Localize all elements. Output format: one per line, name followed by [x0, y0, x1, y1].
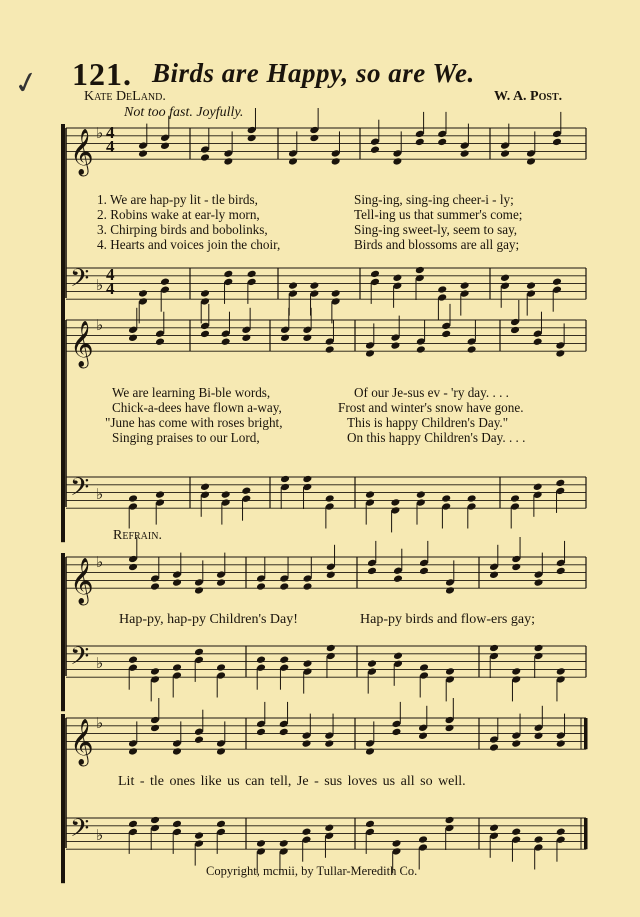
- note-head: [326, 644, 336, 653]
- note-head: [331, 289, 341, 298]
- note-head: [510, 326, 520, 335]
- note-head: [160, 277, 170, 286]
- note-head: [216, 578, 226, 587]
- note-head: [128, 563, 138, 572]
- note-head: [172, 578, 182, 587]
- note-head: [365, 820, 375, 829]
- note-head: [367, 659, 377, 668]
- note-head: [325, 494, 335, 503]
- note-head: [370, 145, 380, 154]
- note-head: [200, 483, 210, 492]
- note-head: [526, 157, 536, 166]
- note-head: [392, 839, 402, 848]
- note-head: [415, 266, 425, 275]
- verse-3-cont-left: "June has come with roses bright,: [105, 415, 283, 430]
- note-head: [221, 490, 231, 499]
- verse-1-right: Sing-ing, sing-ing cheer-i - ly;: [354, 192, 514, 207]
- note-head: [172, 663, 182, 672]
- time-signature-treble: 4 4: [106, 123, 115, 156]
- note-head: [365, 349, 375, 358]
- note-head: [534, 732, 544, 741]
- note-head: [416, 345, 426, 354]
- note-head: [511, 739, 521, 748]
- refrain-line-2: Lit - tle ones like us can tell, Je - sus loves us all so well.: [118, 774, 466, 789]
- flat-key-signature-icon: ♭: [96, 553, 104, 571]
- note-head: [279, 728, 289, 737]
- note-head: [556, 739, 566, 748]
- note-head: [441, 330, 451, 339]
- author-credit: Kate DeLand.: [84, 89, 166, 104]
- note-head: [445, 816, 455, 825]
- note-head: [155, 337, 165, 346]
- note-head: [416, 490, 426, 499]
- note-head: [303, 582, 313, 591]
- note-head: [309, 281, 319, 290]
- note-head: [556, 667, 566, 676]
- note-head: [460, 149, 470, 158]
- note-head: [279, 655, 289, 664]
- note-head: [365, 747, 375, 756]
- composer-credit: W. A. Post.: [494, 89, 563, 104]
- note-head: [533, 483, 543, 492]
- note-head: [288, 281, 298, 290]
- note-head: [302, 475, 312, 484]
- bass-clef-icon: 𝄢: [70, 814, 90, 849]
- note-head: [303, 659, 313, 668]
- note-head: [223, 157, 233, 166]
- note-head: [247, 270, 257, 279]
- note-head: [324, 824, 334, 833]
- note-head: [460, 281, 470, 290]
- note-head: [221, 337, 231, 346]
- note-head: [216, 820, 226, 829]
- flat-key-signature-icon: ♭: [96, 654, 104, 672]
- tempo-marking: Not too fast. Joyfully.: [124, 105, 244, 120]
- note-head: [160, 142, 170, 151]
- note-head: [445, 667, 455, 676]
- note-head: [128, 655, 138, 664]
- system-bracket: [61, 553, 65, 711]
- note-head: [552, 138, 562, 147]
- note-head: [150, 667, 160, 676]
- final-barline: [584, 818, 588, 849]
- note-head: [200, 289, 210, 298]
- note-head: [445, 586, 455, 595]
- bass-clef-icon: 𝄢: [70, 642, 90, 677]
- note-head: [415, 138, 425, 147]
- flat-key-signature-icon: ♭: [96, 316, 104, 334]
- note-head: [138, 149, 148, 158]
- verse-4-cont-right: On this happy Children's Day. . . .: [347, 430, 526, 445]
- note-head: [309, 134, 319, 143]
- note-head: [534, 578, 544, 587]
- note-head: [172, 747, 182, 756]
- note-head: [511, 827, 521, 836]
- note-head: [150, 816, 160, 825]
- note-head: [511, 667, 521, 676]
- note-head: [280, 475, 290, 484]
- note-head: [552, 277, 562, 286]
- note-head: [128, 334, 138, 343]
- verse-1-left: 1. We are hap-py lit - tle birds,: [97, 192, 258, 207]
- system-bracket: [61, 714, 65, 883]
- note-head: [302, 334, 312, 343]
- note-head: [467, 494, 477, 503]
- refrain-line-1-right: Hap-py birds and flow-ers gay;: [360, 612, 535, 627]
- note-head: [302, 739, 312, 748]
- verse-4-left: 4. Hearts and voices join the choir,: [97, 237, 281, 252]
- note-head: [279, 582, 289, 591]
- note-head: [441, 494, 451, 503]
- note-head: [534, 835, 544, 844]
- note-head: [216, 747, 226, 756]
- note-head: [256, 582, 266, 591]
- note-head: [393, 652, 403, 661]
- note-head: [216, 663, 226, 672]
- treble-clef-icon: 𝄞: [70, 558, 94, 605]
- note-head: [223, 270, 233, 279]
- verse-4-right: Birds and blossoms are all gay;: [354, 237, 520, 252]
- note-head: [370, 270, 380, 279]
- note-head: [526, 281, 536, 290]
- note-head: [555, 479, 565, 488]
- note-head: [392, 157, 402, 166]
- note-head: [489, 824, 499, 833]
- note-head: [326, 571, 336, 580]
- note-head: [500, 149, 510, 158]
- treble-clef-icon: 𝄞: [70, 321, 94, 368]
- note-head: [288, 157, 298, 166]
- final-barline: [584, 718, 588, 749]
- verse-4-cont-left: Singing praises to our Lord,: [112, 430, 260, 445]
- note-head: [437, 138, 447, 147]
- flat-key-signature-icon: ♭: [96, 124, 104, 142]
- hymn-title: Birds are Happy, so are We.: [152, 58, 475, 88]
- note-head: [150, 582, 160, 591]
- treble-clef-icon: 𝄞: [70, 719, 94, 766]
- note-head: [534, 644, 544, 653]
- note-head: [555, 349, 565, 358]
- note-head: [533, 337, 543, 346]
- note-head: [418, 835, 428, 844]
- note-head: [489, 743, 499, 752]
- note-head: [511, 563, 521, 572]
- time-signature-bass: 4 4: [106, 265, 115, 298]
- bass-clef-icon: 𝄢: [70, 473, 90, 508]
- note-head: [241, 486, 251, 495]
- note-head: [247, 134, 257, 143]
- note-head: [241, 334, 251, 343]
- hymn-number: 121.: [72, 56, 132, 92]
- note-head: [194, 831, 204, 840]
- flat-key-signature-icon: ♭: [96, 714, 104, 732]
- note-head: [467, 345, 477, 354]
- verse-1-cont-left: We are learning Bi-ble words,: [112, 385, 271, 400]
- pencil-check-mark: ✓: [10, 63, 43, 104]
- note-head: [194, 648, 204, 657]
- note-head: [489, 644, 499, 653]
- note-head: [445, 724, 455, 733]
- verse-3-cont-right: This is happy Children's Day.": [347, 415, 509, 430]
- note-head: [324, 739, 334, 748]
- refrain-line-1-left: Hap-py, hap-py Children's Day!: [119, 612, 298, 627]
- flat-key-signature-icon: ♭: [96, 485, 104, 503]
- note-head: [418, 732, 428, 741]
- verse-2-cont-left: Chick-a-dees have flown a-way,: [112, 400, 282, 415]
- note-head: [302, 827, 312, 836]
- verse-2-left: 2. Robins wake at ear-ly morn,: [97, 207, 260, 222]
- note-head: [392, 274, 402, 283]
- verse-2-right: Tell-ing us that summer's come;: [354, 207, 523, 222]
- note-head: [128, 494, 138, 503]
- treble-clef-icon: 𝄞: [70, 129, 94, 176]
- note-head: [365, 490, 375, 499]
- note-head: [419, 663, 429, 672]
- note-head: [556, 567, 566, 576]
- note-head: [419, 567, 429, 576]
- note-head: [194, 735, 204, 744]
- note-head: [194, 586, 204, 595]
- copyright-notice: Copyright, mcmii, by Tullar-Meredith Co.: [206, 864, 418, 878]
- note-head: [172, 820, 182, 829]
- verse-1-cont-right: Of our Je-sus ev - 'ry day. . . .: [354, 385, 509, 400]
- note-head: [390, 341, 400, 350]
- note-head: [256, 655, 266, 664]
- note-head: [128, 747, 138, 756]
- bass-clef-icon: 𝄢: [70, 264, 90, 299]
- note-head: [393, 574, 403, 583]
- note-head: [279, 839, 289, 848]
- note-head: [331, 157, 341, 166]
- verse-3-left: 3. Chirping birds and bobolinks,: [97, 222, 268, 237]
- note-head: [556, 827, 566, 836]
- note-head: [392, 728, 402, 737]
- note-head: [325, 345, 335, 354]
- note-head: [200, 330, 210, 339]
- note-head: [150, 724, 160, 733]
- note-head: [510, 494, 520, 503]
- note-head: [489, 571, 499, 580]
- note-head: [128, 820, 138, 829]
- refrain-label: Refrain.: [113, 528, 162, 543]
- verse-2-cont-right: Frost and winter's snow have gone.: [338, 400, 524, 415]
- system-bracket: [61, 124, 65, 333]
- note-head: [200, 153, 210, 162]
- note-head: [500, 274, 510, 283]
- system-bracket: [61, 316, 65, 542]
- note-head: [138, 289, 148, 298]
- note-head: [280, 334, 290, 343]
- flat-key-signature-icon: ♭: [96, 276, 104, 294]
- note-head: [367, 567, 377, 576]
- verse-3-right: Sing-ing sweet-ly, seem to say,: [354, 222, 518, 237]
- note-head: [155, 490, 165, 499]
- note-head: [437, 285, 447, 294]
- note-head: [256, 728, 266, 737]
- note-head: [256, 839, 266, 848]
- flat-key-signature-icon: ♭: [96, 826, 104, 844]
- note-head: [390, 498, 400, 507]
